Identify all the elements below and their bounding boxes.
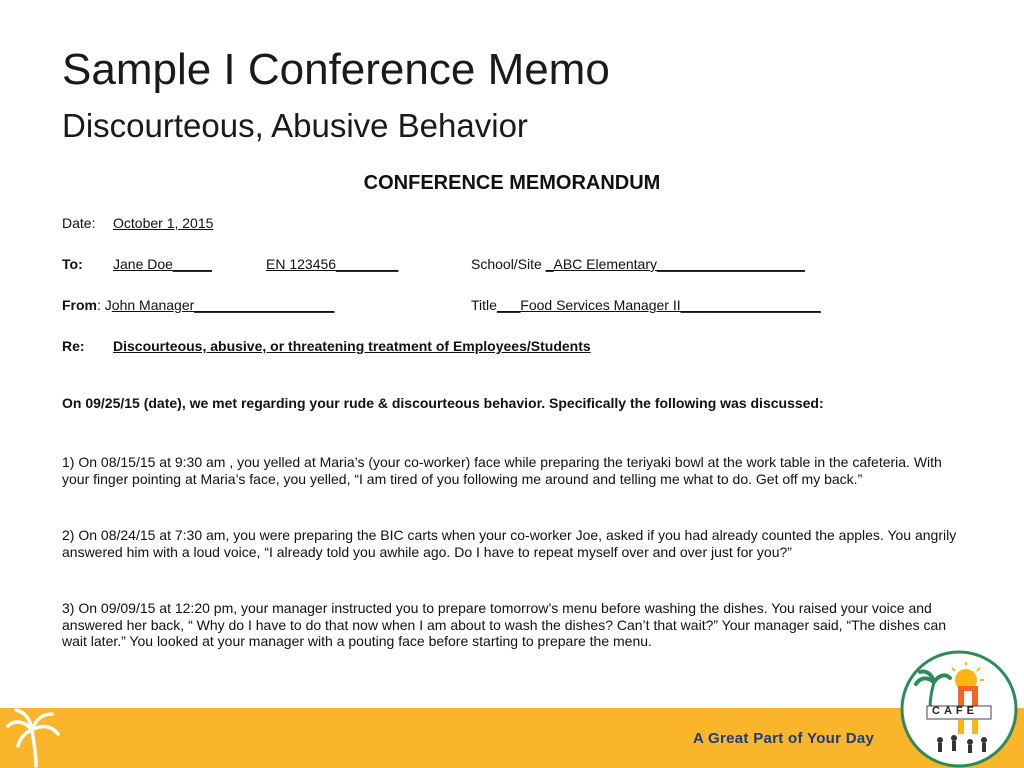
from-field (62, 296, 334, 314)
page-title: Sample I Conference Memo (62, 45, 610, 94)
incident-item: 1) On 08/15/15 at 9:30 am , you yelled at Maria’s (your co-worker) face while preparing the teriyaki bowl at the work table in the cafeteria. With your finger pointing at Maria’s face, you yelled, “I am tired of you following me around and telling me what to do. Get off my back.” (62, 454, 942, 487)
school-site-value: _ABC Elementary___________________ (545, 256, 805, 272)
date-value: October 1, 2015 (113, 215, 214, 231)
to-label: To: (62, 256, 83, 272)
re-value: Discourteous, abusive, or threatening treatment of Employees/Students (113, 338, 591, 354)
job-title-label: Title (471, 297, 497, 313)
school-site-label: School/Site (471, 256, 546, 272)
job-title-value: ___Food Services Manager II__________________ (496, 297, 821, 313)
incident-item: 3) On 09/09/15 at 12:20 pm, your manager instructed you to prepare tomorrow’s menu before washing the dishes. You raised your voice and answered her back, “ Why do I have to do that now when I am about to wash the dishes? Can’t that wait?” Your manager said, “The dishes can wait later.” You looked at your manager with a pouting face before starting to prepare the menu. (62, 600, 947, 649)
school-site-field (471, 255, 805, 273)
incident-item: 2) On 08/24/15 at 7:30 am, you were preparing the BIC carts when your co-worker Joe, asked if you had already counted the apples. You angrily answered him with a loud voice, “I already told you awhile ago. Do I have to repeat myself over and over just for you?” (62, 527, 957, 560)
re-label: Re: (62, 338, 85, 354)
to-employee-number: EN 123456________ (266, 256, 399, 272)
page-subtitle: Discourteous, Abusive Behavior (62, 107, 528, 144)
memo-heading: CONFERENCE MEMORANDUM (363, 172, 661, 194)
job-title-field (471, 296, 821, 314)
to-name: Jane Doe_____ (113, 256, 212, 272)
footer-tagline: A Great Part of Your Day (693, 730, 875, 747)
palm-tree-icon (6, 708, 62, 768)
from-value: ohn Manager__________________ (111, 297, 335, 313)
date-label: Date: (62, 215, 96, 231)
from-label: From (62, 297, 97, 313)
from-separator: : J (97, 297, 112, 313)
intro-paragraph: On 09/25/15 (date), we met regarding your rude & discourteous behavior. Specifically the following was discussed: (62, 395, 824, 411)
cafe-logo-text: CAFE (932, 705, 978, 717)
